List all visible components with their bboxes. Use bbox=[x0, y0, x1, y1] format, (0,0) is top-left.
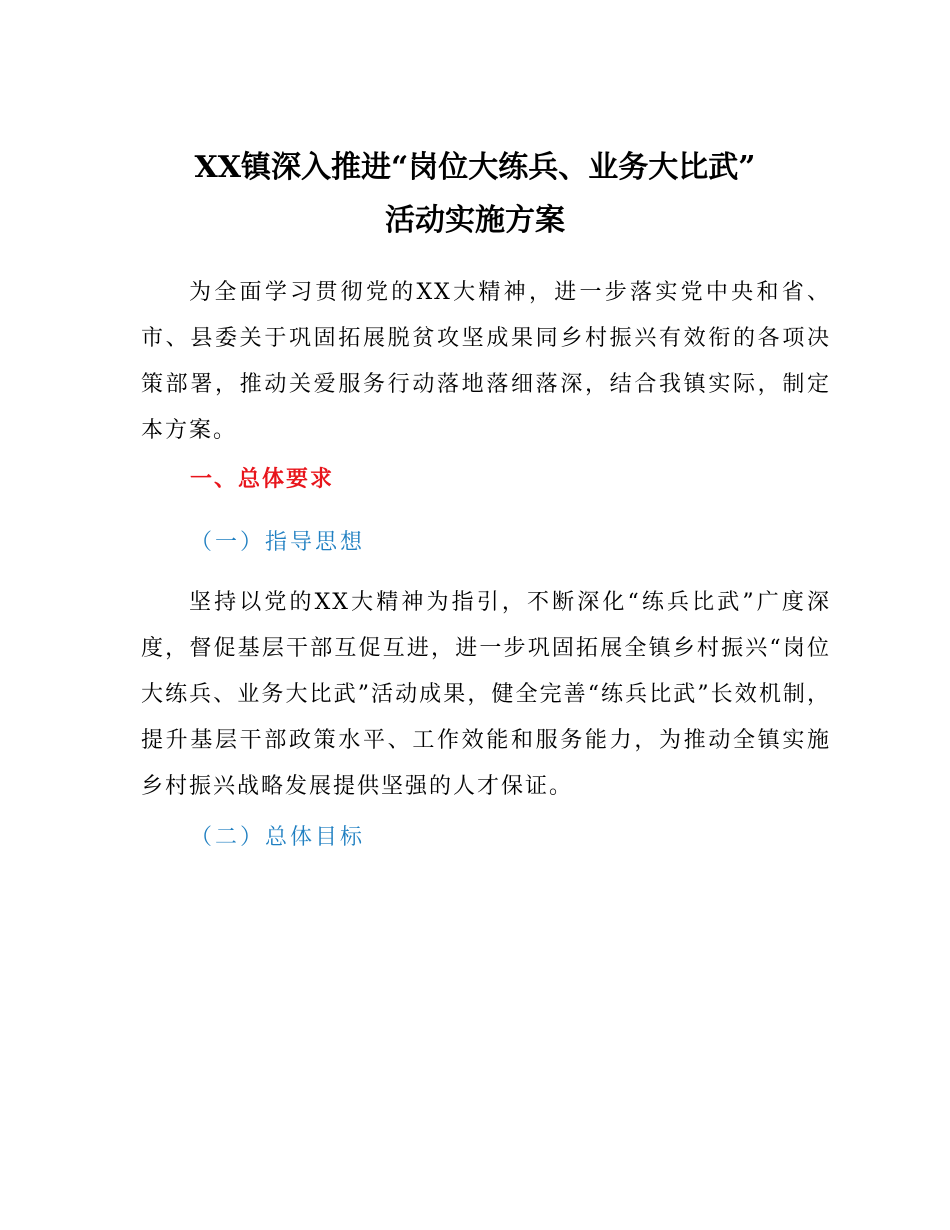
guiding-ideology-paragraph: 坚持以党的XX大精神为指引，不断深化“练兵比武”广度深度，督促基层干部互促互进，进一步巩固拓展全镇乡村振兴“岗位大练兵、业务大比武”活动成果，健全完善“练兵比武”长效机制，提升基层干部政策水平、工作效能和服务能力，为推动全镇实施乡村振兴战略发展提供坚强的人才保证。 bbox=[141, 590, 831, 799]
document-title-line-2: 活动实施方案 bbox=[385, 203, 565, 238]
subsection-heading-overall-goals: （二）总体目标 bbox=[190, 825, 366, 850]
document-title-line-1: XX镇深入推进“岗位大练兵、业务大比武” bbox=[194, 150, 756, 185]
intro-paragraph: 为全面学习贯彻党的XX大精神，进一步落实党中央和省、市、县委关于巩固拓展脱贫攻坚成果同乡村振兴有效衔的各项决策部署，推动关爱服务行动落地落细落深，结合我镇实际，制定本方案。 bbox=[141, 280, 831, 443]
subsection-heading-guiding-ideology: （一）指导思想 bbox=[190, 530, 366, 555]
section-heading-overall-requirements: 一、总体要求 bbox=[190, 467, 335, 492]
